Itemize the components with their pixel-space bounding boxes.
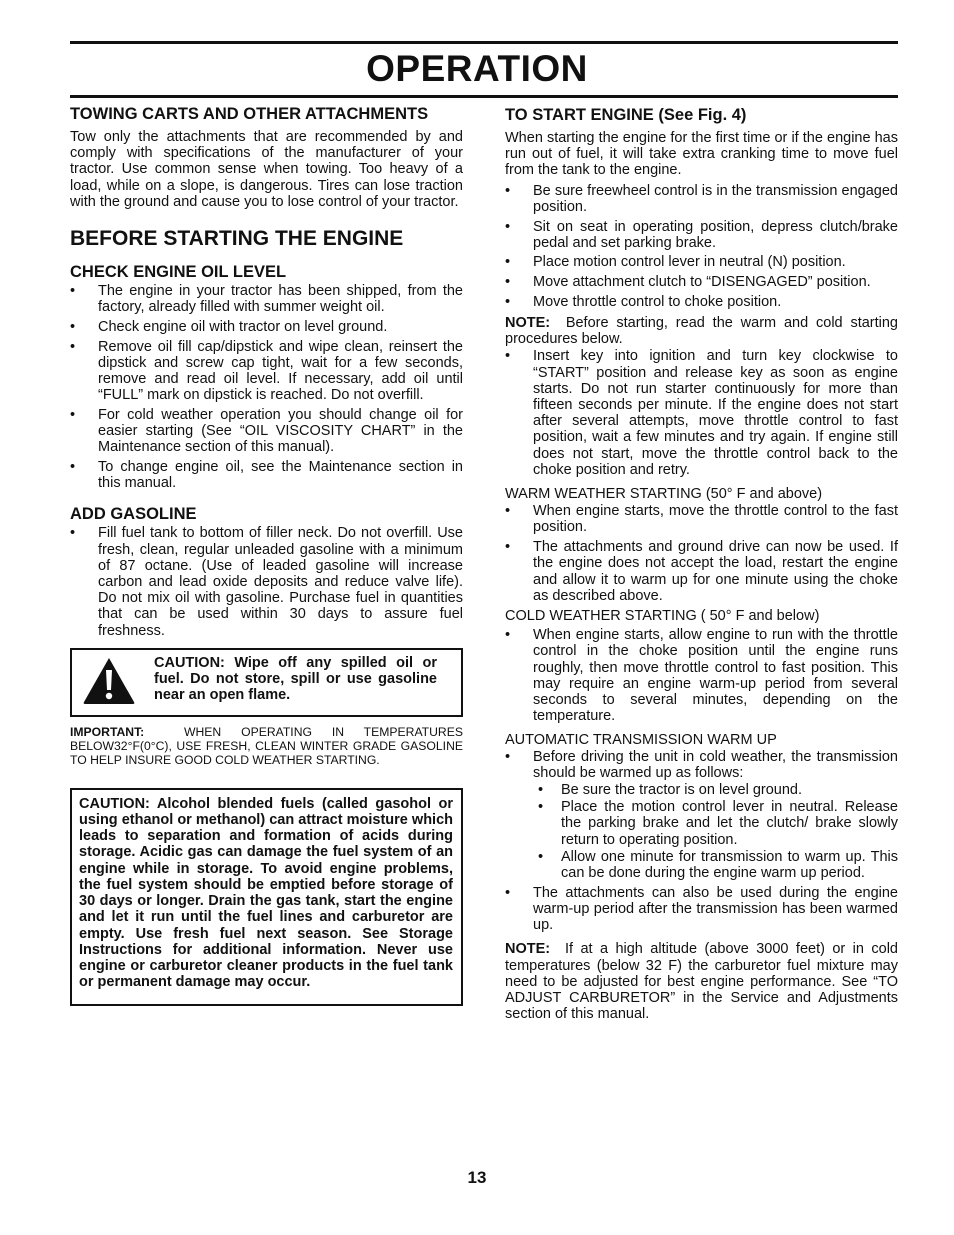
warm-heading: WARM WEATHER STARTING (50° F and above) [505,486,823,503]
oil-heading: CHECK ENGINE OIL LEVEL [70,263,287,282]
auto-item-text: Before driving the unit in cold weather, the transmission should be warmed up as follows: [533,748,898,781]
warning-triangle-icon [82,656,136,706]
page-number: 13 [467,1168,487,1187]
caution-box-alcohol [70,788,463,1006]
right-column [505,102,898,1022]
cold-heading: COLD WEATHER STARTING ( 50° F and below) [505,607,820,624]
list-item: • The attachments and ground drive can now be used. If the engine does not accept the load, restart the engine and allow it to warm up for one minute using the choke as described above. [505,539,898,604]
cold-list [505,627,898,724]
caution-spill-text: CAUTION: Wipe off any spilled oil or fuel. Do not store, spill or use gasoline near an open flame. [154,654,437,704]
list-item: • Check engine oil with tractor on level ground. [70,319,463,335]
list-item: • The attachments can also be used during the engine warm-up period after the transmission has been warmed up. [505,885,898,934]
sub-list-item: • Allow one minute for transmission to warm up. This can be done during the engine warm up period. [533,849,898,881]
important-label: IMPORTANT: [70,724,145,739]
note-text: If at a high altitude (above 3000 feet) or in cold temperatures (below 32 F) the carburetor fuel mixture may need to be adjusted for best engine performance. See “TO ADJUST CARBURETOR” in the Service and Adjustments section of this manual. [505,941,898,1023]
altitude-note [505,941,898,1022]
start-list [505,183,898,310]
oil-list [70,283,463,491]
list-item: • Fill fuel tank to bottom of filler neck. Do not overfill. Use fresh, clean, regular unleaded gasoline with a minimum of 87 octane. (Use of leaded gasoline will increase carbon and lead oxide deposits and reduce valve life). Do not mix oil with gasoline. Purchase fuel in quantities that can be used within 30 days to assure fuel freshness. [70,525,463,638]
note-text: Before starting, read the warm and cold starting procedures below. [505,315,898,348]
sub-list-item: • Be sure the tractor is on level ground. [533,782,898,798]
list-item: • Be sure freewheel control is in the transmission engaged position. [505,183,898,215]
list-item: • When engine starts, move the throttle control to the fast position. [505,503,898,535]
list-item: • Remove oil fill cap/dipstick and wipe clean, reinsert the dipstick and screw cap tight, wait for a few seconds, remove and read oil level. If necessary, add oil until “FULL” mark on dipstick is reached. Do not overfill. [70,339,463,404]
header-rule-bottom [70,95,898,98]
towing-heading: TOWING CARTS AND OTHER ATTACHMENTS [70,105,429,123]
warm-list [505,503,898,604]
auto-list [505,749,898,934]
important-note [70,725,463,767]
list-item: • For cold weather operation you should change oil for easier starting (See “OIL VISCOSITY CHART” in the Maintenance section of this manual). [70,407,463,456]
list-item: • Move attachment clutch to “DISENGAGED” position. [505,274,898,290]
auto-sub-list [533,782,898,881]
gasoline-list [70,525,463,638]
start-intro: When starting the engine for the first time or if the engine has run out of fuel, it will take extra cranking time to move fuel from the tank to the engine. [505,130,898,179]
caution-alcohol-text: CAUTION: Alcohol blended fuels (called gasohol or using ethanol or methanol) can attract moisture which leads to separation and formation of acids during storage. Acidic gas can damage the fuel system of an engine while in storage. To avoid engine problems, the fuel system should be emptied before storage of 30 days or longer. Drain the gas tank, start the engine and let it run until the fuel lines and carburetor are empty. Use fresh fuel next season. See Storage Instructions for additional information. Never use engine or carburetor cleaner products in the fuel tank or permanent damage may occur. [79,795,453,991]
page-title: OPERATION [366,48,588,89]
list-item: • Move throttle control to choke position. [505,294,898,310]
note-label: NOTE: [505,315,551,332]
list-item: • When engine starts, allow engine to run with the throttle control in the choke position until the engine runs roughly, then move throttle control to fast position. This may require an engine warm-up period from several seconds to several minutes, depending on the temperature. [505,627,898,724]
header-rule-top [70,41,898,44]
start-heading: TO START ENGINE (See Fig. 4) [505,106,747,124]
start-list-2 [505,348,898,478]
list-item: • The engine in your tractor has been shipped, from the factory, already filled with summer weight oil. [70,283,463,315]
auto-heading: AUTOMATIC TRANSMISSION WARM UP [505,732,777,749]
left-column [70,102,463,1006]
sub-list-item: • Place the motion control lever in neutral. Release the parking brake and let the clutch/ brake slowly return to operating position. [533,799,898,848]
list-item: • Insert key into ignition and turn key clockwise to “START” position and release key as soon as engine starts. Do not run starter continuously for more than fifteen seconds per minute. If the engine does not start after several attempts, move throttle control to fast position, wait a few minutes and try again. If engine still does not start, move the throttle control back to the choke position and retry. [505,348,898,478]
important-text: WHEN OPERATING IN TEMPERATURES BELOW32°F(0°C), USE FRESH, CLEAN WINTER GRADE GASOLINE TO HELP INSURE GOOD COLD WEATHER STARTING. [70,724,463,767]
list-item: • Sit on seat in operating position, depress clutch/brake pedal and set parking brake. [505,219,898,251]
start-note [505,315,898,347]
before-starting-heading: BEFORE STARTING THE ENGINE [70,227,404,251]
list-item: • To change engine oil, see the Maintenance section in this manual. [70,459,463,491]
list-item: • Place motion control lever in neutral (N) position. [505,254,898,270]
caution-box-spill [70,648,463,717]
gasoline-heading: ADD GASOLINE [70,505,197,524]
note-label: NOTE: [505,941,551,958]
towing-body: Tow only the attachments that are recommended by and comply with specifications of the manufacturer of your tractor. Use common sense when towing. Too heavy of a load, while on a slope, is dangerous. Tires can lose traction with the ground and cause you to lose control of your tractor. [70,129,463,210]
list-item [505,749,898,882]
